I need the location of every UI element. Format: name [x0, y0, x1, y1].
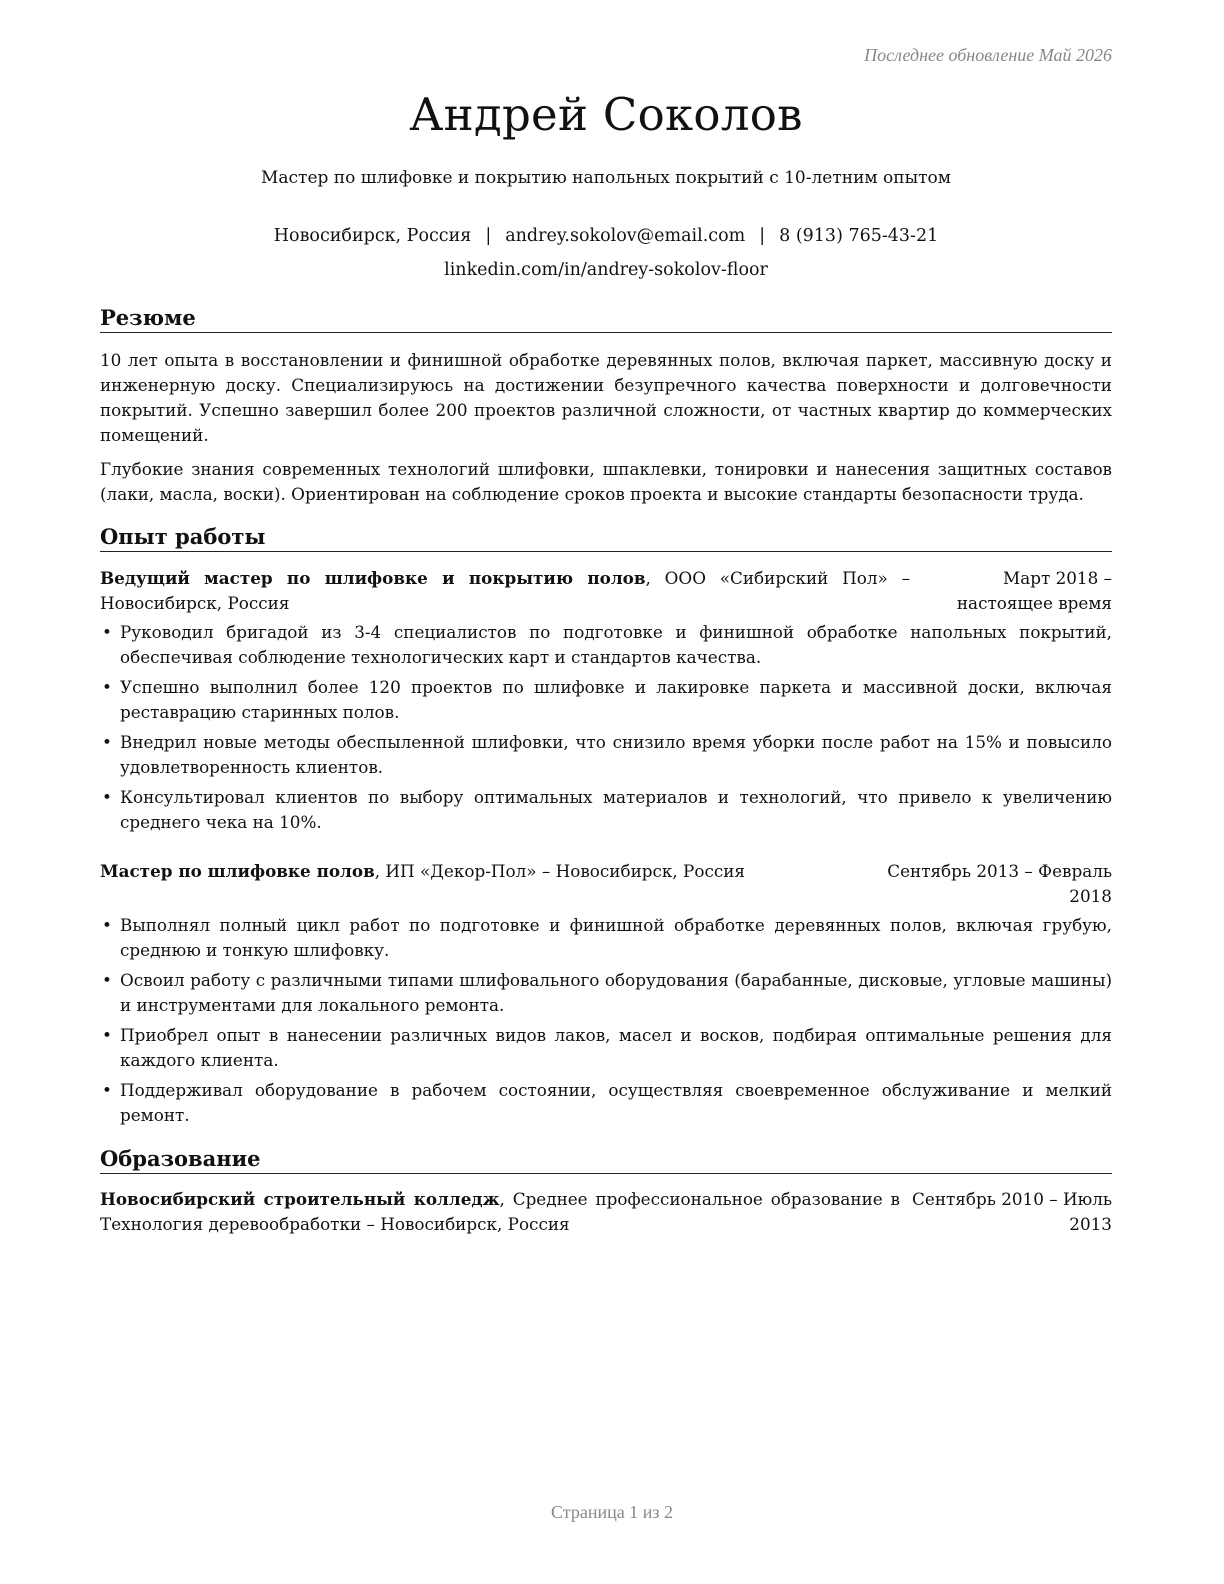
education-entry	[100, 1187, 1112, 1237]
job-header	[100, 859, 1112, 909]
job-bullets	[100, 620, 1112, 835]
separator: |	[485, 226, 492, 246]
summary-paragraph: Глубокие знания современных технологий шлифовки, шпаклевки, тонировки и нанесения защитных составов (лаки, масла, воски). Ориентирован на соблюдение сроков проекта и высокие стандарты безопасности труда.	[100, 459, 1112, 504]
location: Новосибирск, Россия	[273, 226, 472, 246]
candidate-name: Андрей Соколов	[409, 88, 803, 141]
education-details: , Среднее профессиональное образование в Технология деревообработки – Новосибирск, Россия	[100, 1189, 900, 1234]
job-header	[100, 566, 1112, 616]
summary-paragraph: 10 лет опыта в восстановлении и финишной обработке деревянных полов, включая паркет, массивную доску и инженерную доску. Специализируюсь на достижении безупречного качества поверхности и долговечности покрытий. Успешно завершил более 200 проектов различной сложности, от частных квартир до коммерческих помещений.	[100, 350, 1112, 445]
job-dates: Сентябрь 2013 – Февраль 2018	[887, 861, 1112, 906]
linkedin-link[interactable]: linkedin.com/in/andrey-sokolov-floor	[444, 260, 768, 280]
job-company: , ООО «Сибирский Пол» – Новосибирск, Россия	[100, 568, 910, 613]
contact-line-1	[100, 219, 1112, 253]
education-header	[100, 1187, 1112, 1237]
job-bullets	[100, 913, 1112, 1128]
job-entry	[100, 859, 1112, 1133]
list-item: • Поддерживал оборудование в рабочем состоянии, осуществляя своевременное обслуживание и мелкий ремонт.	[100, 1078, 1112, 1128]
job-dates: Март 2018 – настоящее время	[956, 568, 1112, 613]
section-title-education: Образование	[100, 1146, 1112, 1174]
list-item: • Выполнял полный цикл работ по подготовке и финишной обработке деревянных полов, включая грубую, среднюю и тонкую шлифовку.	[100, 913, 1112, 963]
contact-info	[100, 219, 1112, 287]
job-company: , ИП «Декор-Пол» – Новосибирск, Россия	[374, 861, 746, 881]
section-title-experience: Опыт работы	[100, 524, 1112, 552]
section-title-summary: Резюме	[100, 305, 1112, 333]
job-title	[100, 566, 910, 616]
list-item: • Руководил бригадой из 3-4 специалистов по подготовке и финишной обработке напольных покрытий, обеспечивая соблюдение технологических карт и стандартов качества.	[100, 620, 1112, 670]
last-updated: Последнее обновление Май 2026	[864, 45, 1112, 65]
headline: Мастер по шлифовке и покрытию напольных покрытий с 10-летним опытом	[260, 168, 952, 188]
job-role: Мастер по шлифовке полов	[100, 861, 375, 881]
job-role: Ведущий мастер по шлифовке и покрытию полов	[100, 568, 646, 588]
list-item: • Приобрел опыт в нанесении различных видов лаков, масел и восков, подбирая оптимальные решения для каждого клиента.	[100, 1023, 1112, 1073]
list-item: • Освоил работу с различными типами шлифовального оборудования (барабанные, дисковые, угловые машины) и инструментами для локального ремонта.	[100, 968, 1112, 1018]
page-number: Страница 1 из 2	[551, 1502, 673, 1522]
list-item: • Консультировал клиентов по выбору оптимальных материалов и технологий, что привело к увеличению среднего чека на 10%.	[100, 785, 1112, 835]
education-dates: Сентябрь 2010 – Июль 2013	[912, 1189, 1112, 1234]
education-title	[100, 1187, 900, 1237]
list-item: • Успешно выполнил более 120 проектов по шлифовке и лакировке паркета и массивной доски, включая реставрацию старинных полов.	[100, 675, 1112, 725]
email-link[interactable]: andrey.sokolov@email.com	[505, 226, 746, 246]
separator: |	[759, 226, 766, 246]
list-item: • Внедрил новые методы обеспыленной шлифовки, что снизило время уборки после работ на 15% и повысило удовлетворенность клиентов.	[100, 730, 1112, 780]
phone: 8 (913) 765-43-21	[779, 226, 939, 246]
job-entry	[100, 566, 1112, 840]
school-name: Новосибирский строительный колледж	[100, 1189, 500, 1209]
job-title	[100, 859, 872, 909]
